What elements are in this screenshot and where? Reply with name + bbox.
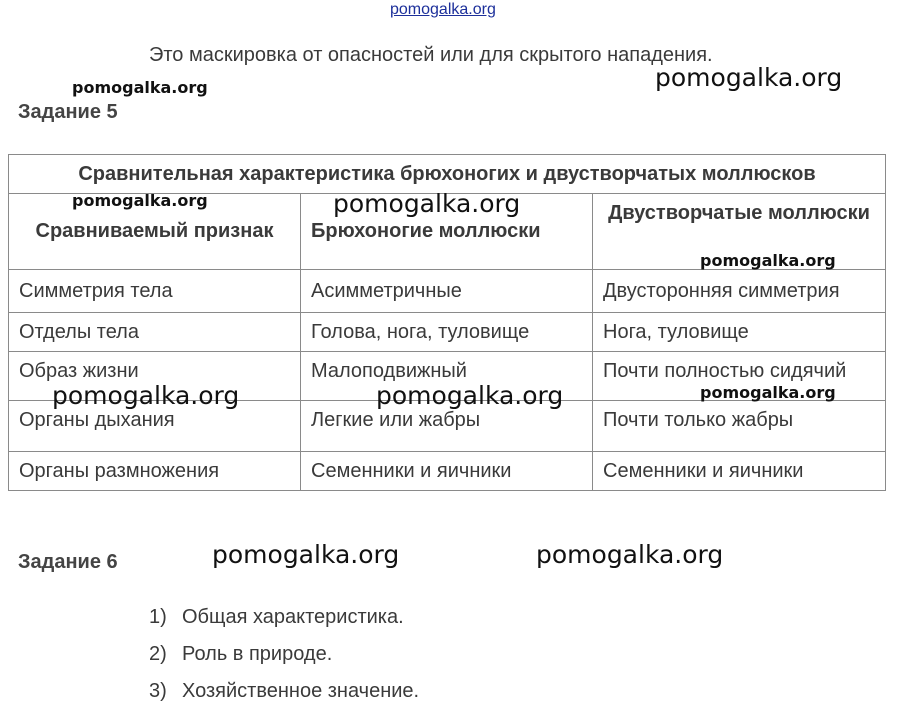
watermark: pomogalka.org xyxy=(212,540,400,569)
table-row xyxy=(9,452,886,491)
list-item xyxy=(149,605,419,642)
watermark: pomogalka.org xyxy=(52,381,240,410)
table-cell: Семенники и яичники xyxy=(593,452,886,491)
list-item-number: 3) xyxy=(149,680,167,702)
watermark: pomogalka.org xyxy=(72,191,208,210)
watermark: pomogalka.org xyxy=(333,189,521,218)
table-cell: Легкие или жабры xyxy=(301,401,593,452)
column-header-feature: Сравниваемый признак xyxy=(9,194,301,270)
table-row xyxy=(9,401,886,452)
table-row xyxy=(9,270,886,313)
table-cell: Отделы тела xyxy=(9,313,301,352)
list-item xyxy=(149,642,419,679)
comparison-table xyxy=(8,154,886,491)
task-5-title: Задание 5 xyxy=(18,101,118,123)
table-cell: Образ жизни xyxy=(9,352,301,401)
column-header-bivalves: Двустворчатые моллюски xyxy=(593,194,886,270)
table-cell: Асимметричные xyxy=(301,270,593,313)
table-caption-row xyxy=(9,155,886,194)
list-item-number: 2) xyxy=(149,643,167,665)
table-cell: Семенники и яичники xyxy=(301,452,593,491)
table-cell: Голова, нога, туловище xyxy=(301,313,593,352)
table-cell: Симметрия тела xyxy=(9,270,301,313)
table-caption: Сравнительная характеристика брюхоногих и двустворчатых моллюсков xyxy=(9,155,886,194)
list-item-text: Общая характеристика. xyxy=(182,606,404,628)
watermark: pomogalka.org xyxy=(72,78,208,97)
watermark: pomogalka.org xyxy=(655,63,843,92)
list-item xyxy=(149,679,419,716)
watermark: pomogalka.org xyxy=(536,540,724,569)
task-6-list xyxy=(149,605,419,716)
table-cell: Нога, туловище xyxy=(593,313,886,352)
watermark: pomogalka.org xyxy=(700,383,836,402)
table-cell: Почти полностью сидячий xyxy=(593,352,886,401)
table-cell: Органы дыхания xyxy=(9,401,301,452)
table-cell: Почти только жабры xyxy=(593,401,886,452)
task-6-title: Задание 6 xyxy=(18,551,118,573)
table-header-row xyxy=(9,194,886,270)
table-row xyxy=(9,352,886,401)
table-cell: Органы размножения xyxy=(9,452,301,491)
list-item-text: Хозяйственное значение. xyxy=(182,680,420,702)
column-header-gastropods: Брюхоногие моллюски xyxy=(301,194,593,270)
list-item-text: Роль в природе. xyxy=(182,643,333,665)
table-cell: Малоподвижный xyxy=(301,352,593,401)
list-item-number: 1) xyxy=(149,606,167,628)
watermark: pomogalka.org xyxy=(700,251,836,270)
site-link[interactable]: pomogalka.org xyxy=(390,1,496,18)
table-cell: Двусторонняя симметрия xyxy=(593,270,886,313)
watermark: pomogalka.org xyxy=(376,381,564,410)
table-row xyxy=(9,313,886,352)
intro-text: Это маскировка от опасностей или для скрытого нападения. xyxy=(149,44,713,66)
